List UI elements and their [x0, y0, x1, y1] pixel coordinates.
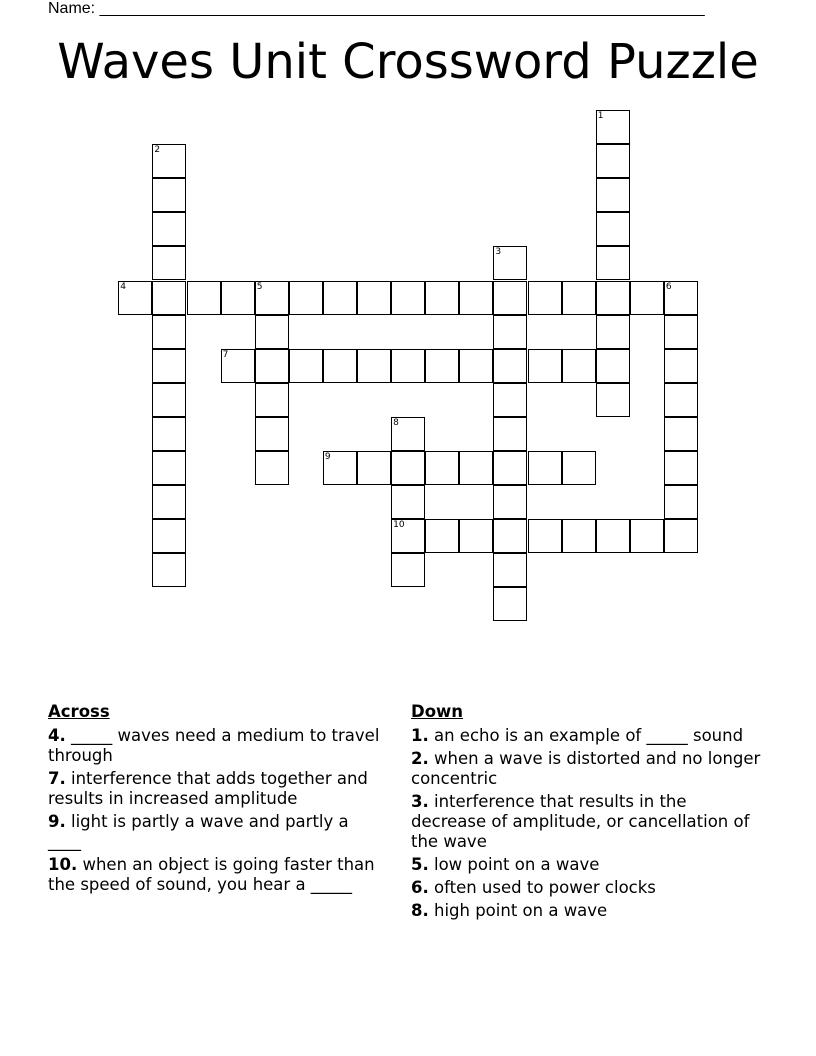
crossword-cell[interactable]	[664, 281, 698, 315]
clue-number: 1.	[411, 726, 429, 745]
clue-number: 7.	[48, 769, 66, 788]
crossword-cell[interactable]	[493, 417, 527, 451]
down-clue	[411, 855, 763, 875]
cell-number: 5	[256, 281, 263, 292]
crossword-cell[interactable]	[596, 349, 630, 383]
crossword-cell[interactable]	[357, 349, 391, 383]
crossword-cell[interactable]	[528, 349, 562, 383]
cell-number: 4	[120, 281, 127, 292]
crossword-cell[interactable]	[459, 281, 493, 315]
clue-text: interference that results in the decrease of amplitude, or cancellation of the wave	[411, 792, 750, 851]
crossword-cell[interactable]	[118, 281, 152, 315]
crossword-cell[interactable]	[255, 417, 289, 451]
clue-text: _____ waves need a medium to travel through	[48, 726, 380, 765]
across-clues	[48, 702, 383, 898]
crossword-cell[interactable]	[323, 349, 357, 383]
crossword-cell[interactable]	[596, 315, 630, 349]
across-clue	[48, 769, 383, 809]
cell-number: 2	[154, 145, 161, 156]
crossword-cell[interactable]	[152, 485, 186, 519]
crossword-cell[interactable]	[187, 281, 221, 315]
clue-number: 6.	[411, 878, 429, 897]
crossword-cell[interactable]	[391, 451, 425, 485]
crossword-cell[interactable]	[152, 519, 186, 553]
crossword-cell[interactable]	[493, 519, 527, 553]
crossword-cell[interactable]	[425, 451, 459, 485]
crossword-cell[interactable]	[152, 281, 186, 315]
clue-number: 5.	[411, 855, 429, 874]
crossword-cell[interactable]	[323, 281, 357, 315]
crossword-cell[interactable]	[459, 451, 493, 485]
crossword-cell[interactable]	[493, 281, 527, 315]
cell-number: 9	[324, 452, 331, 462]
crossword-cell[interactable]	[459, 349, 493, 383]
across-heading: Across	[48, 702, 110, 721]
crossword-cell[interactable]	[596, 212, 630, 246]
crossword-cell[interactable]	[493, 349, 527, 383]
clue-text: light is partly a wave and partly a ____	[48, 812, 349, 851]
crossword-cell[interactable]	[493, 553, 527, 587]
down-clue	[411, 749, 763, 789]
crossword-cell[interactable]	[152, 451, 186, 485]
crossword-cell[interactable]	[596, 110, 630, 144]
crossword-cell[interactable]	[152, 383, 186, 417]
page-title: Waves Unit Crossword Puzzle	[57, 34, 759, 90]
crossword-cell[interactable]	[152, 553, 186, 587]
crossword-cell[interactable]	[289, 349, 323, 383]
crossword-cell[interactable]	[152, 246, 186, 280]
crossword-cell[interactable]	[528, 281, 562, 315]
crossword-cell[interactable]	[255, 451, 289, 485]
crossword-cell[interactable]	[425, 519, 459, 553]
down-clue	[411, 792, 763, 852]
crossword-cell[interactable]	[255, 281, 289, 315]
across-clue	[48, 812, 383, 852]
crossword-cell[interactable]	[391, 553, 425, 587]
clue-number: 3.	[411, 792, 429, 811]
crossword-cell[interactable]	[562, 281, 596, 315]
across-clue-list	[48, 726, 383, 895]
crossword-cell[interactable]	[493, 587, 527, 621]
down-clue	[411, 878, 763, 898]
crossword-cell[interactable]	[596, 144, 630, 178]
cell-number: 8	[393, 417, 399, 428]
down-clues	[411, 702, 763, 924]
crossword-cell[interactable]	[289, 281, 323, 315]
crossword-cell[interactable]	[630, 281, 664, 315]
crossword-cell[interactable]	[664, 417, 698, 451]
cell-number: 3	[495, 247, 502, 258]
clue-text: when an object is going faster than the speed of sound, you hear a _____	[48, 855, 375, 894]
crossword-cell[interactable]	[391, 349, 425, 383]
crossword-cell[interactable]	[493, 451, 527, 485]
crossword-cell[interactable]	[493, 383, 527, 417]
crossword-cell[interactable]	[596, 383, 630, 417]
crossword-cell[interactable]	[425, 349, 459, 383]
crossword-cell[interactable]	[664, 349, 698, 383]
crossword-cell[interactable]	[391, 519, 425, 553]
crossword-cell[interactable]	[221, 281, 255, 315]
crossword-cell[interactable]	[425, 281, 459, 315]
crossword-cell[interactable]	[152, 315, 186, 349]
crossword-cell[interactable]	[596, 519, 630, 553]
clue-number: 8.	[411, 901, 429, 920]
crossword-cell[interactable]	[664, 485, 698, 519]
down-clue	[411, 726, 763, 746]
clue-number: 9.	[48, 812, 66, 831]
crossword-cell[interactable]	[630, 519, 664, 553]
clue-text: when a wave is distorted and no longer concentric	[411, 749, 761, 788]
clue-number: 2.	[411, 749, 429, 768]
crossword-cell[interactable]	[357, 281, 391, 315]
crossword-cell[interactable]	[221, 349, 255, 383]
cell-number: 10	[393, 520, 405, 531]
crossword-cell[interactable]	[664, 519, 698, 553]
crossword-cell[interactable]	[255, 349, 289, 383]
crossword-cell[interactable]	[596, 246, 630, 280]
crossword-cell[interactable]	[255, 315, 289, 349]
clue-text: an echo is an example of _____ sound	[428, 726, 744, 745]
crossword-cell[interactable]	[152, 212, 186, 246]
clue-text: high point on a wave	[428, 901, 608, 920]
crossword-cell[interactable]	[391, 417, 425, 451]
crossword-cell[interactable]	[528, 519, 562, 553]
crossword-cell[interactable]	[459, 519, 493, 553]
clue-text: interference that adds together and results in increased amplitude	[48, 769, 368, 808]
cell-number: 6	[665, 281, 672, 292]
name-blank-line: ____________________________________________________________________	[99, 0, 705, 17]
crossword-cell[interactable]	[391, 485, 425, 519]
down-heading: Down	[411, 702, 464, 721]
crossword-cell[interactable]	[562, 451, 596, 485]
crossword-cell[interactable]	[152, 178, 186, 212]
crossword-cell[interactable]	[323, 451, 357, 485]
crossword-cell[interactable]	[152, 417, 186, 451]
crossword-cell[interactable]	[493, 246, 527, 280]
crossword-cell[interactable]	[596, 178, 630, 212]
clue-number: 4.	[48, 726, 66, 745]
clue-text: often used to power clocks	[428, 878, 656, 897]
cell-number: 1	[597, 111, 604, 121]
crossword-cell[interactable]	[664, 315, 698, 349]
clue-number: 10.	[48, 855, 78, 874]
crossword-cell[interactable]	[152, 349, 186, 383]
crossword-cell[interactable]	[152, 144, 186, 178]
down-clue-list	[411, 726, 763, 921]
name-label: Name:	[48, 0, 96, 17]
crossword-cell[interactable]	[664, 451, 698, 485]
cell-number: 7	[222, 349, 229, 360]
crossword-cell[interactable]	[357, 451, 391, 485]
across-clue	[48, 855, 383, 895]
crossword-cell[interactable]	[255, 383, 289, 417]
crossword-cell[interactable]	[391, 281, 425, 315]
crossword-cell[interactable]	[596, 281, 630, 315]
crossword-cell[interactable]	[493, 315, 527, 349]
crossword-cell[interactable]	[562, 519, 596, 553]
crossword-cell[interactable]	[493, 485, 527, 519]
crossword-cell[interactable]	[528, 451, 562, 485]
crossword-cell[interactable]	[664, 383, 698, 417]
clue-text: low point on a wave	[428, 855, 600, 874]
down-clue	[411, 901, 763, 921]
across-clue	[48, 726, 383, 766]
crossword-cell[interactable]	[562, 349, 596, 383]
